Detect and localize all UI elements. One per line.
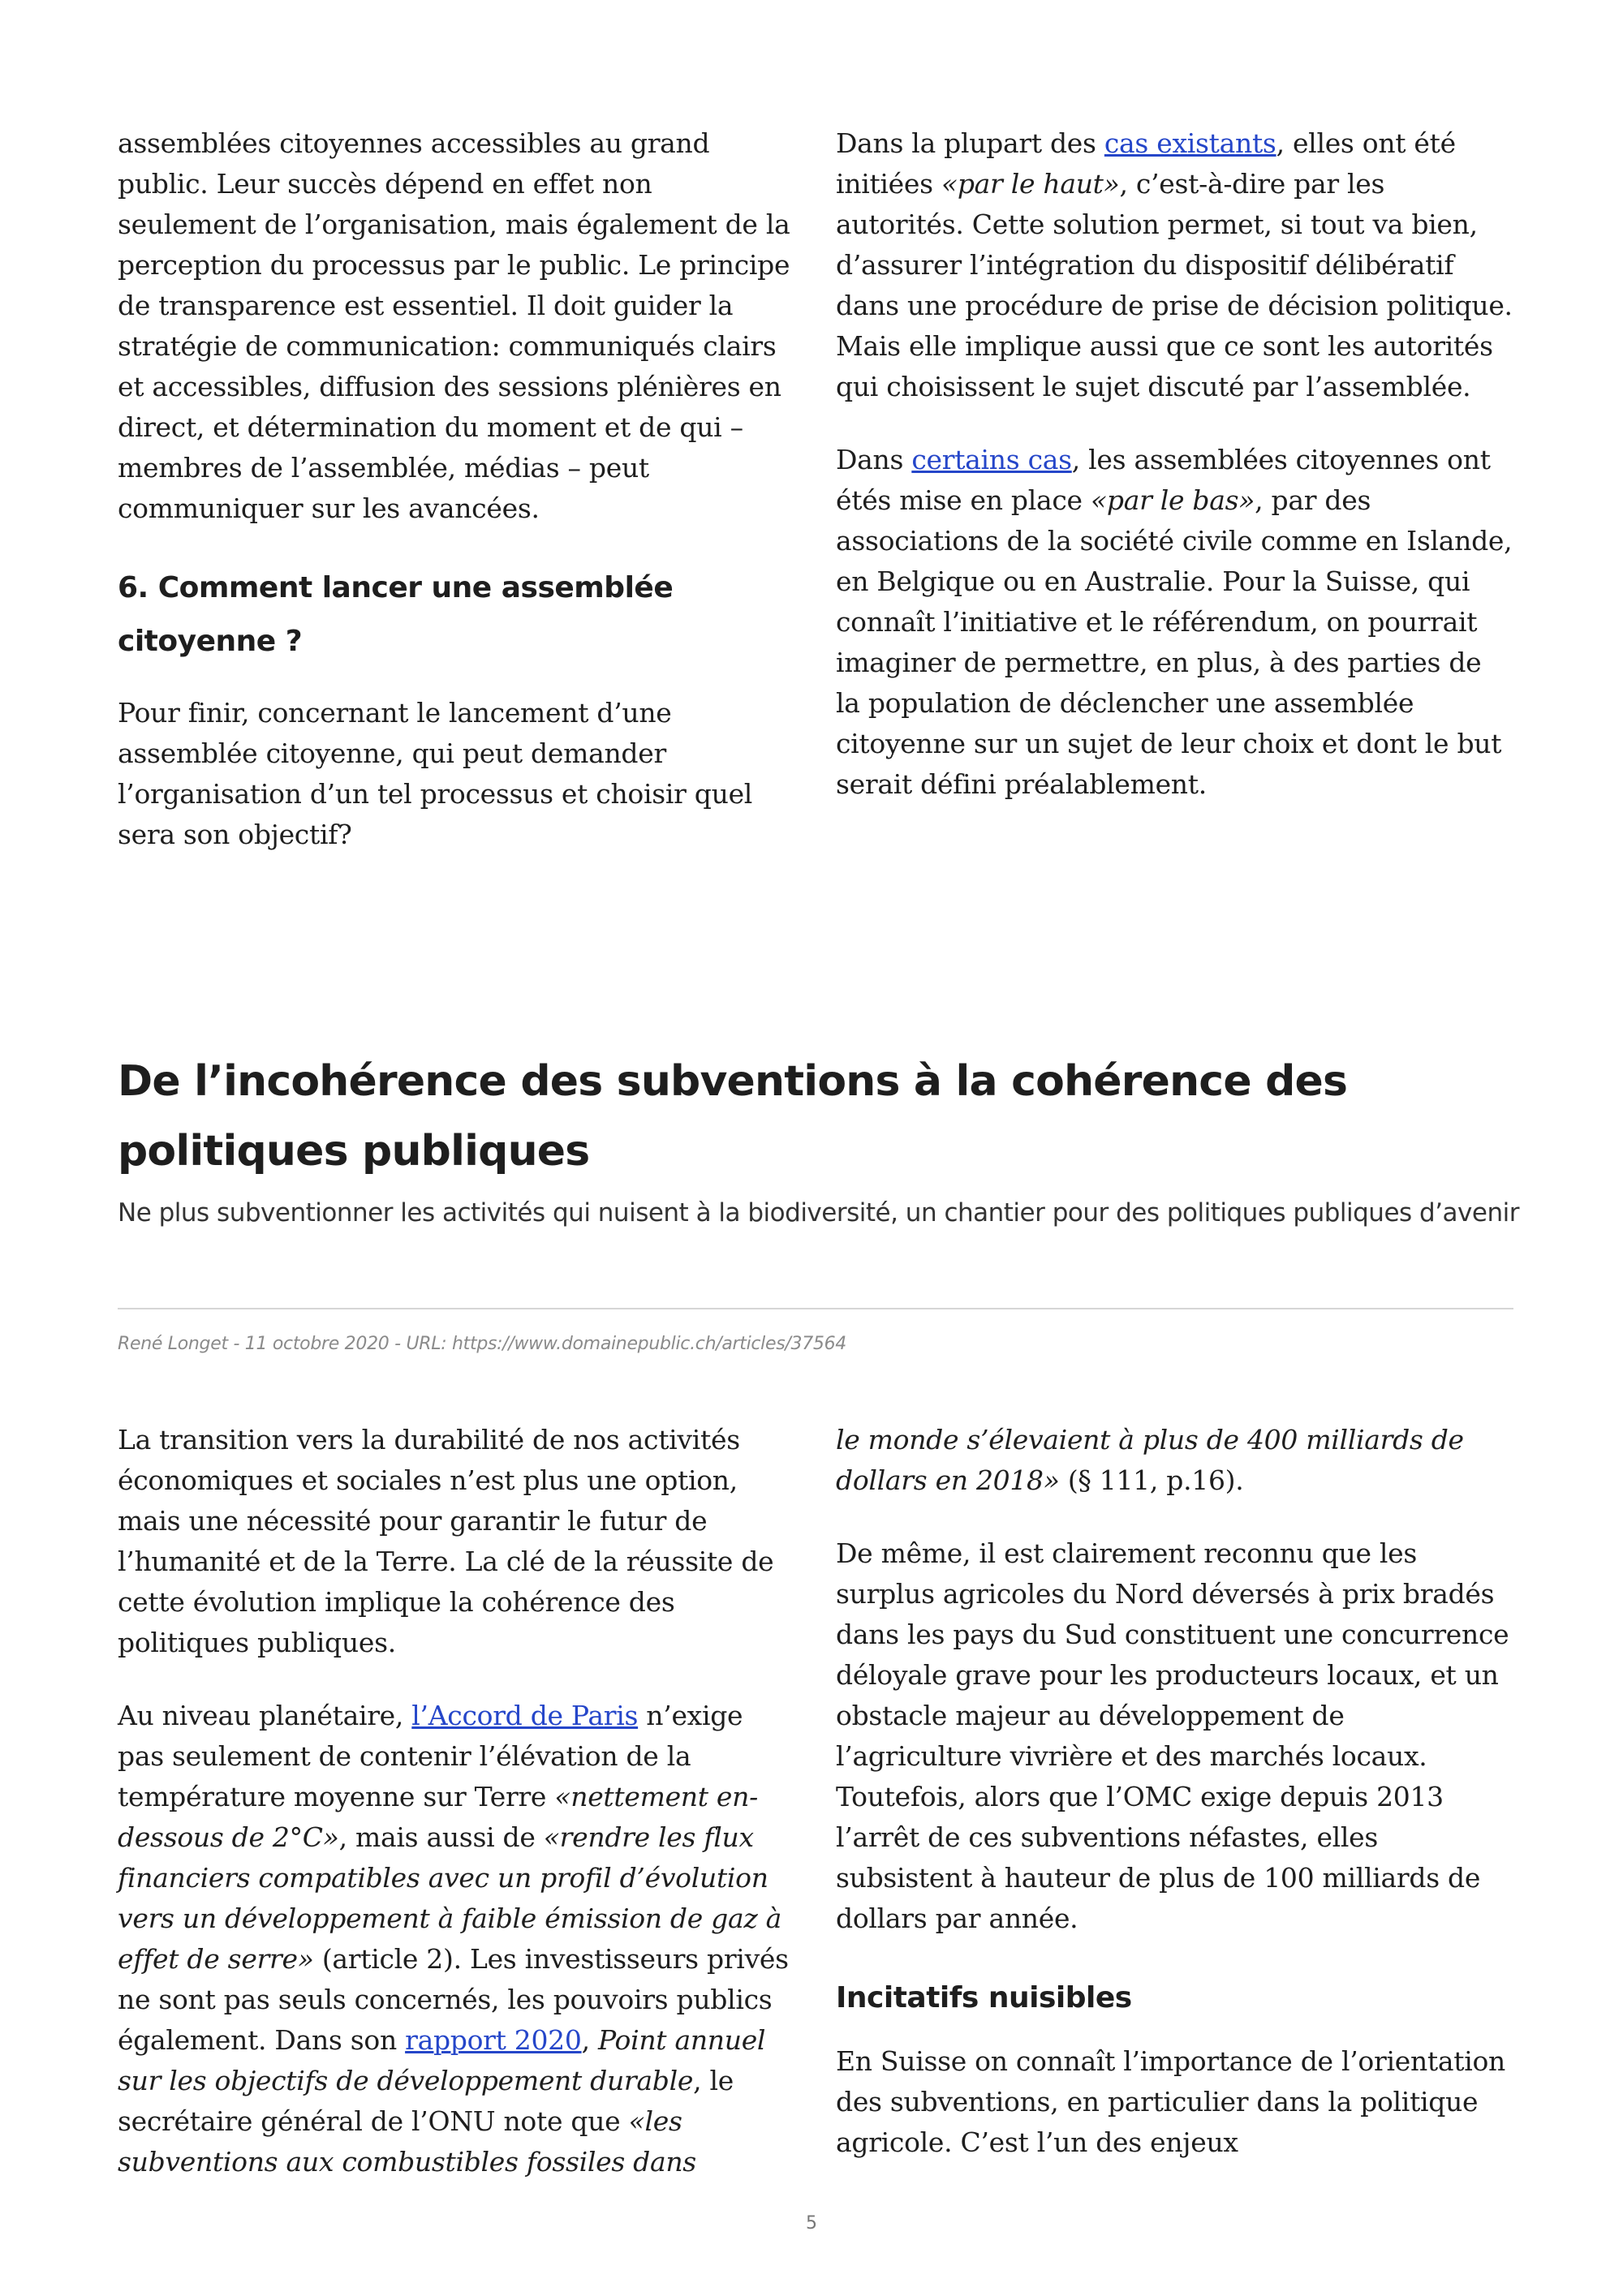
text-run: , c’est-à-dire par les autorités. Cette solution permet, si tout va bien, d’assurer l’intégration du dispositif délibératif dans une procédure de prise de décision politique. Mais elle implique aussi que ce sont les autorités qui choisissent le sujet discuté par l’assemblée. (836, 168, 1513, 402)
text-run: , par des associations de la société civile comme en Islande, en Belgique ou en Australie. Pour la Suisse, qui connaît l’initiative et le référendum, on pourrait imaginer de permettre, en plus, à des parties de la population de déclencher une assemblée citoyenne sur un sujet de leur choix et dont le but serait défini préalablement. (836, 484, 1513, 800)
link-rapport-2020[interactable]: rapport 2020 (405, 2024, 582, 2056)
text-run: , mais aussi de (338, 1821, 544, 1853)
prev-right-paragraph-1 (836, 123, 1513, 407)
emphasis-quote: «les subventions aux combustibles fossiles dans (118, 2105, 696, 2178)
prev-right-paragraph-2 (836, 440, 1513, 805)
prev-left-paragraph-1: assemblées citoyennes accessibles au grand public. Leur succès dépend en effet non seulement de l’organisation, mais également de la perception du processus par le public. Le principe de transparence est essentiel. Il doit guider la stratégie de communication: communiqués clairs et accessibles, diffusion des sessions plénières en direct, et détermination du moment et de qui – membres de l’assemblée, médias – peut communiquer sur les avancées. (118, 127, 790, 524)
emphasis-quote: le monde s’élevaient à plus de 400 milliards de dollars en 2018» (836, 1424, 1464, 1496)
text-run: (§ 111, p.16). (1059, 1464, 1244, 1496)
emphasis-par-le-haut: «par le haut» (941, 168, 1120, 200)
article-byline: René Longet - 11 octobre 2020 - URL: https://www.domainepublic.ch/articles/37564 (118, 1334, 846, 1354)
text-run: Au niveau planétaire, (118, 1700, 412, 1731)
article-right-paragraph-2: De même, il est clairement reconnu que les surplus agricoles du Nord déversés à prix bradés dans les pays du Sud constituent une concurrence déloyale grave pour les producteurs locaux, et un obstacle majeur au développement de l’agriculture vivrière et des marchés locaux. Toutefois, alors que l’OMC exige depuis 2013 l’arrêt de ces subventions néfastes, elles subsistent à hauteur de plus de 100 milliards de dollars par année. (836, 1537, 1509, 1934)
article-title: De l’incohérence des subventions à la cohérence des politiques publiques (118, 1057, 1348, 1176)
section-heading-incitatifs: Incitatifs nuisibles (836, 1981, 1132, 2014)
text-run: Dans la plupart des (836, 127, 1104, 159)
text-run: , le secrétaire général de l’ONU note que (118, 2065, 734, 2137)
emphasis-par-le-bas: «par le bas» (1090, 484, 1255, 516)
prev-article-left-column (118, 123, 795, 888)
text-run: , (581, 2024, 598, 2056)
text-run: , elles ont été initiées (836, 127, 1456, 200)
section-heading-launch: 6. Comment lancer une assemblée citoyenne ? (118, 571, 674, 658)
article-right-paragraph-1 (836, 1420, 1513, 1501)
text-run: Dans (836, 444, 912, 475)
page-number: 5 (806, 2213, 817, 2234)
prev-left-paragraph-2: Pour finir, concernant le lancement d’une assemblée citoyenne, qui peut demander l’organisation d’un tel processus et choisir quel sera son objectif? (118, 697, 753, 850)
text-run: (article 2). Les investisseurs privés ne sont pas seuls concernés, les pouvoirs publics également. Dans son (118, 1943, 789, 2056)
emphasis-quote: «nettement en-dessous de 2°C» (118, 1781, 758, 1853)
article-subtitle: Ne plus subventionner les activités qui nuisent à la biodiversité, un chantier pour des politiques publiques d’avenir (118, 1198, 1519, 1228)
article-left-paragraph-2 (118, 1696, 795, 2182)
link-accord-de-paris[interactable]: l’Accord de Paris (411, 1700, 639, 1731)
text-run: , les assemblées citoyennes ont étés mise en place (836, 444, 1491, 516)
article-left-paragraph-1: La transition vers la durabilité de nos activités économiques et sociales n’est plus une option, mais une nécessité pour garantir le futur de l’humanité et de la Terre. La clé de la réussite de cette évolution implique la cohérence des politiques publiques. (118, 1424, 774, 1658)
emphasis-report-title: Point annuel sur les objectifs de développement durable (118, 2024, 766, 2096)
link-cas-existants[interactable]: cas existants (1104, 127, 1276, 159)
article-left-column (118, 1420, 795, 2215)
article-right-column (836, 1420, 1513, 2195)
link-certains-cas[interactable]: certains cas (911, 444, 1072, 475)
article-right-paragraph-3: En Suisse on connaît l’importance de l’orientation des subventions, en particulier dans la politique agricole. C’est l’un des enjeux (836, 2045, 1505, 2158)
text-run: n’exige pas seulement de contenir l’élévation de la température moyenne sur Terre (118, 1700, 743, 1812)
header-divider (118, 1308, 1513, 1309)
emphasis-quote: «rendre les flux financiers compatibles avec un profil d’évolution vers un développement à faible émission de gaz à effet de serre» (118, 1821, 782, 1975)
prev-article-right-column (836, 123, 1513, 837)
